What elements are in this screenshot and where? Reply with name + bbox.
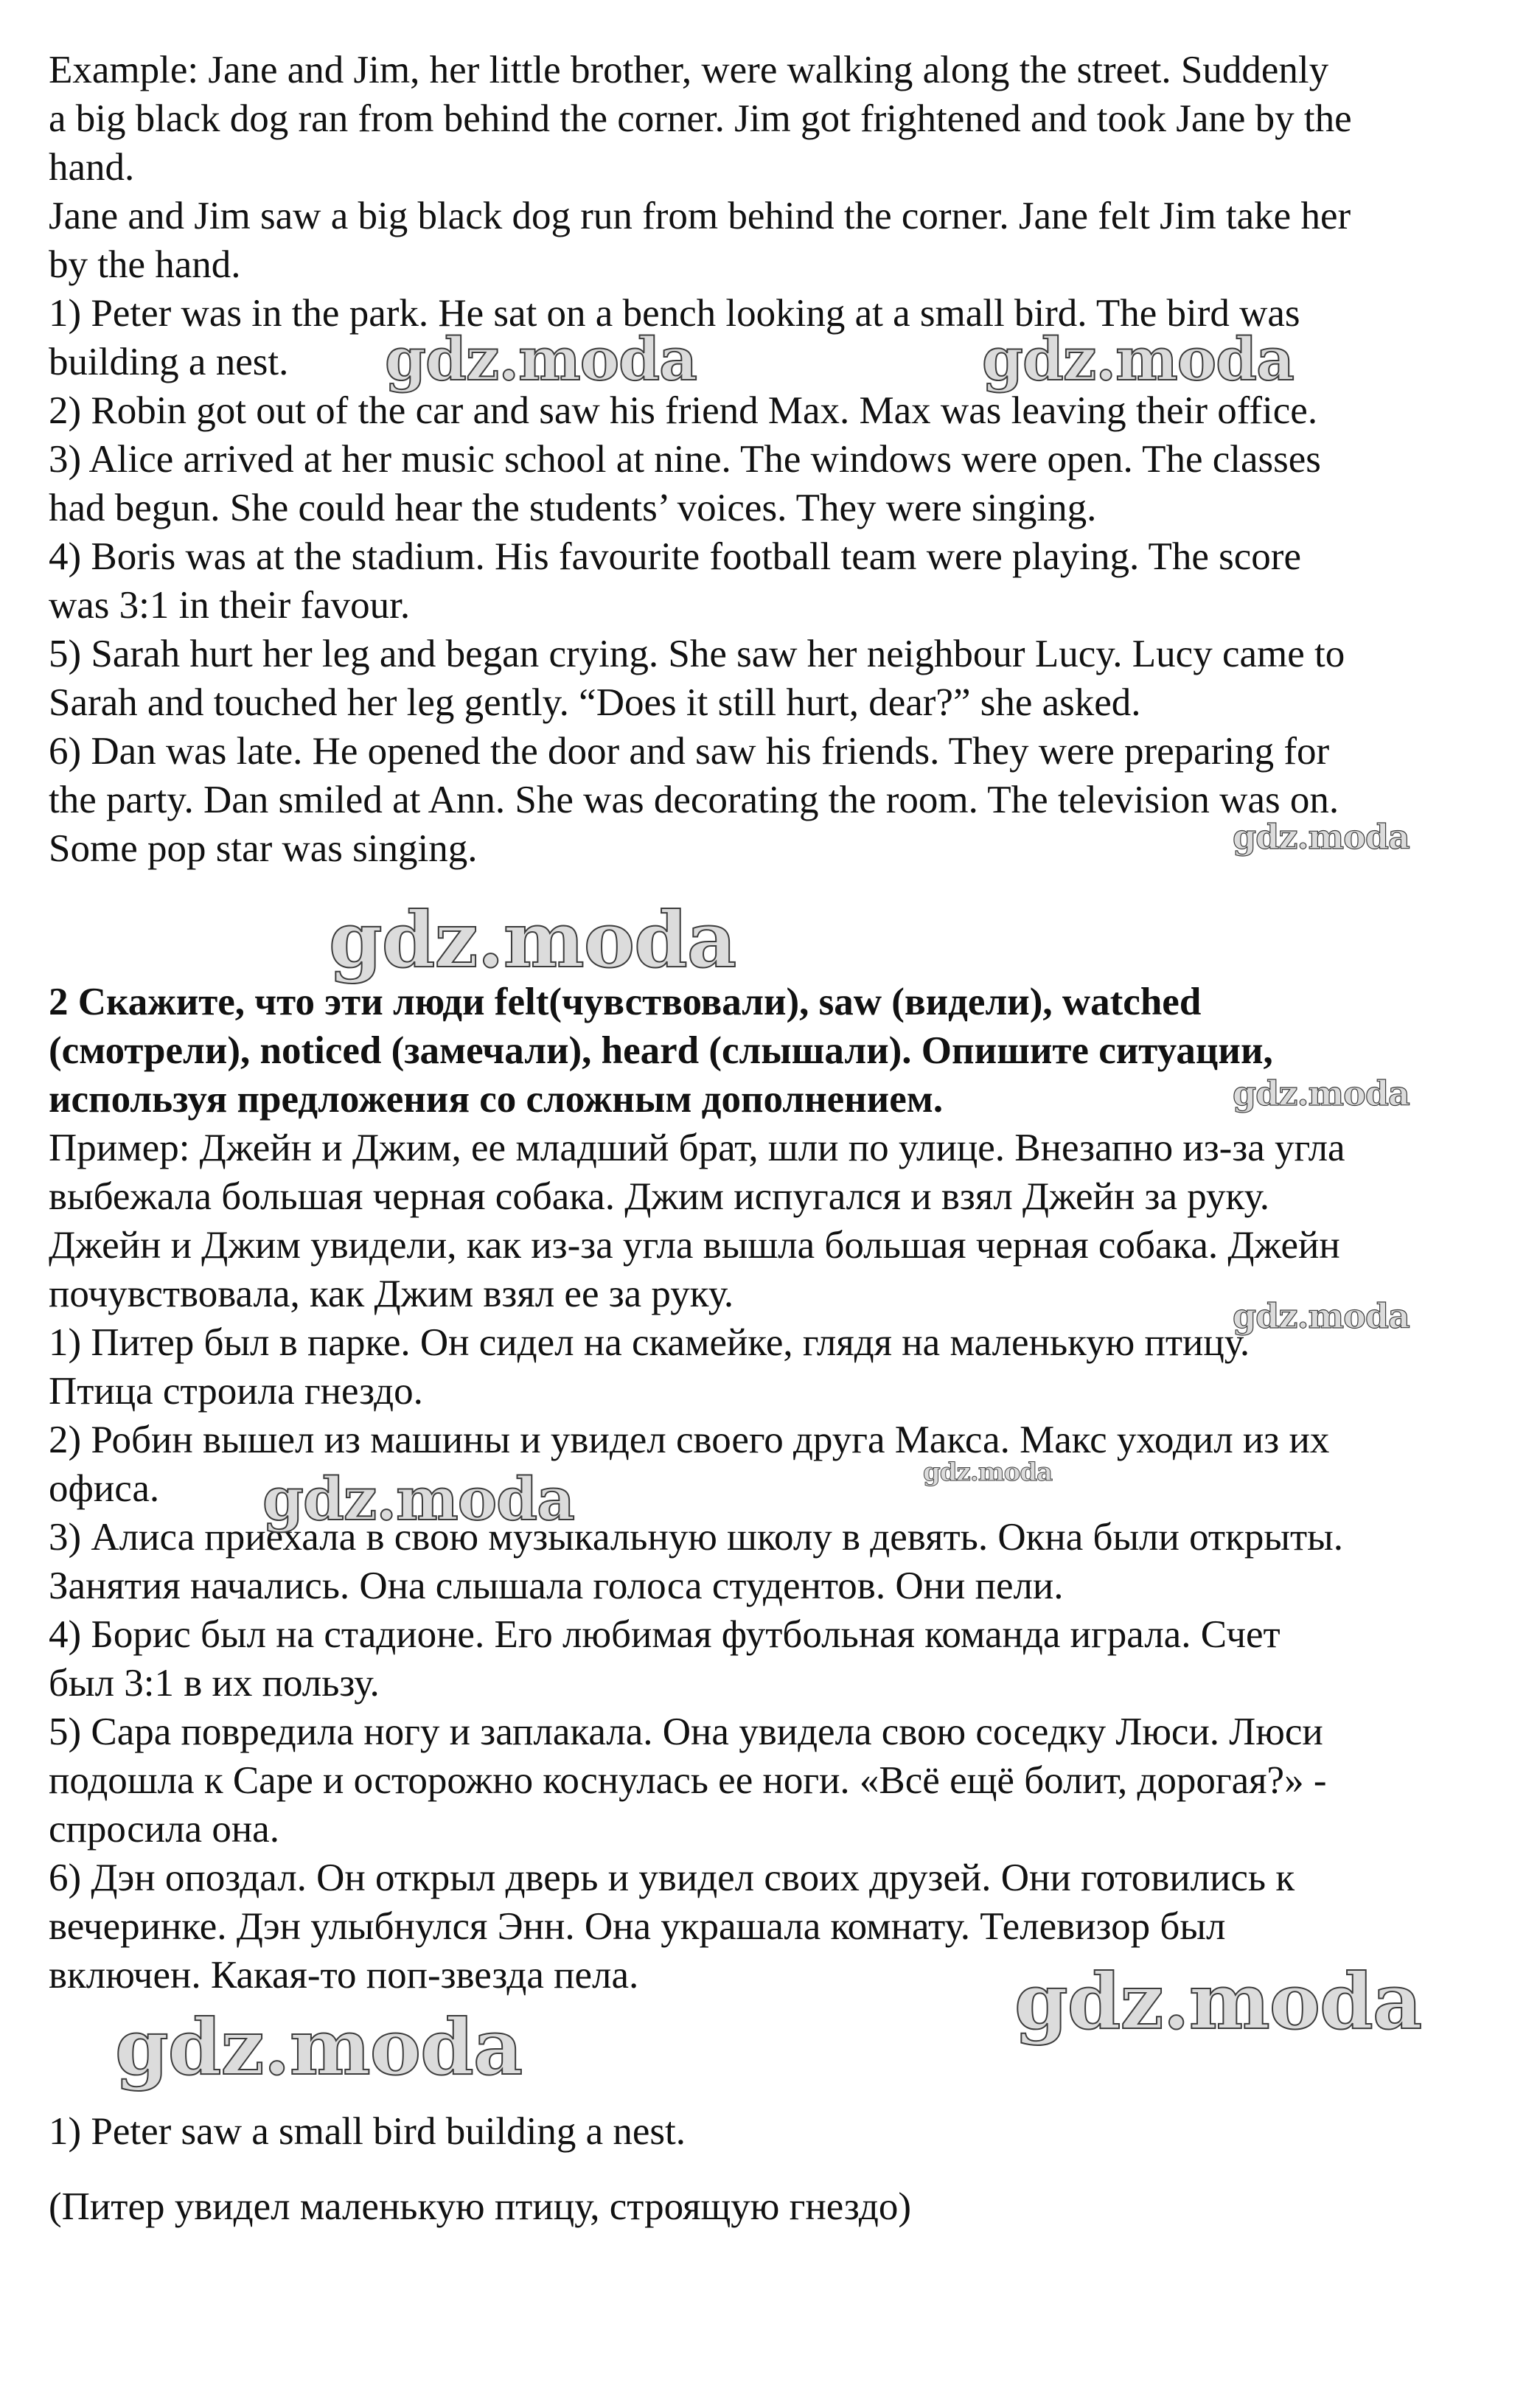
answer-en: 1) Peter saw a small bird building a nest. bbox=[49, 2110, 686, 2153]
watermark: gdz.moda bbox=[1233, 1296, 1410, 1336]
example-ru-line: Джейн и Джим увидели, как из-за угла вышла большая черная собака. Джейн bbox=[49, 1224, 1340, 1267]
example-ru-line: почувствовала, как Джим взял ее за руку. bbox=[49, 1273, 734, 1315]
item-en-line: had begun. She could hear the students’ voices. They were singing. bbox=[49, 487, 1097, 529]
item-ru-line: вечеринке. Дэн улыбнулся Энн. Она украшала комнату. Телевизор был bbox=[49, 1905, 1226, 1948]
example-en-line: Example: Jane and Jim, her little brother, were walking along the street. Suddenly bbox=[49, 49, 1329, 91]
item-ru-line: спросила она. bbox=[49, 1808, 279, 1851]
example-ru-line: выбежала большая черная собака. Джим испугался и взял Джейн за руку. bbox=[49, 1175, 1269, 1218]
watermark: gdz.moda bbox=[923, 1458, 1053, 1487]
example-en-line: by the hand. bbox=[49, 243, 241, 286]
task2-heading-line: (смотрели), noticed (замечали), heard (слышали). Опишите ситуации, bbox=[49, 1029, 1273, 1072]
item-en-line: Sarah and touched her leg gently. “Does it still hurt, dear?” she asked. bbox=[49, 681, 1141, 724]
item-en-line: 3) Alice arrived at her music school at nine. The windows were open. The classes bbox=[49, 438, 1321, 481]
task2-heading-line: 2 Скажите, что эти люди felt(чувствовали), saw (видели), watched bbox=[49, 981, 1202, 1023]
item-en-line: 4) Boris was at the stadium. His favourite football team were playing. The score bbox=[49, 535, 1301, 578]
watermark: gdz.moda bbox=[1014, 1956, 1422, 2047]
task2-heading-line: используя предложения со сложным дополнением. bbox=[49, 1078, 944, 1121]
item-ru-line: подошла к Саре и осторожно коснулась ее ноги. «Всё ещё болит, дорогая?» - bbox=[49, 1759, 1327, 1802]
item-ru-line: 3) Алиса приехала в свою музыкальную школу в девять. Окна были открыты. bbox=[49, 1516, 1343, 1559]
example-ru-line: Пример: Джейн и Джим, ее младший брат, шли по улице. Внезапно из-за угла bbox=[49, 1127, 1345, 1169]
example-en-line: a big black dog ran from behind the corner. Jim got frightened and took Jane by the bbox=[49, 97, 1352, 140]
example-en-line: hand. bbox=[49, 146, 135, 189]
item-ru-line: 5) Сара повредила ногу и заплакала. Она увидела свою соседку Люси. Люси bbox=[49, 1710, 1323, 1753]
item-ru-line: 1) Питер был в парке. Он сидел на скамейке, глядя на маленькую птицу. bbox=[49, 1321, 1250, 1364]
item-ru-line: 4) Борис был на стадионе. Его любимая футбольная команда играла. Счет bbox=[49, 1613, 1281, 1656]
watermark: gdz.moda bbox=[982, 324, 1294, 394]
item-ru-line: Птица строила гнездо. bbox=[49, 1370, 423, 1413]
item-en-line: was 3:1 in their favour. bbox=[49, 584, 411, 627]
item-ru-line: был 3:1 в их пользу. bbox=[49, 1662, 380, 1705]
item-ru-line: включен. Какая-то поп-звезда пела. bbox=[49, 1954, 639, 1997]
item-en-line: 2) Robin got out of the car and saw his friend Max. Max was leaving their office. bbox=[49, 389, 1318, 432]
item-ru-line: 6) Дэн опоздал. Он открыл дверь и увидел своих друзей. Они готовились к bbox=[49, 1856, 1295, 1899]
watermark: gdz.moda bbox=[262, 1464, 574, 1534]
item-en-line: 1) Peter was in the park. He sat on a bench looking at a small bird. The bird was bbox=[49, 292, 1300, 335]
item-en-line: the party. Dan smiled at Ann. She was decorating the room. The television was on. bbox=[49, 779, 1339, 821]
example-en-line: Jane and Jim saw a big black dog run from behind the corner. Jane felt Jim take her bbox=[49, 195, 1351, 237]
watermark: gdz.moda bbox=[1233, 1073, 1410, 1113]
answer-ru: (Питер увидел маленькую птицу, строящую гнездо) bbox=[49, 2185, 911, 2228]
item-en-line: building a nest. bbox=[49, 341, 289, 383]
item-en-line: 6) Dan was late. He opened the door and saw his friends. They were preparing for bbox=[49, 730, 1330, 773]
watermark: gdz.moda bbox=[385, 324, 697, 394]
item-en-line: Some pop star was singing. bbox=[49, 827, 478, 870]
item-ru-line: Занятия начались. Она слышала голоса студентов. Они пели. bbox=[49, 1565, 1064, 1607]
item-en-line: 5) Sarah hurt her leg and began crying. She saw her neighbour Lucy. Lucy came to bbox=[49, 633, 1345, 675]
watermark: gdz.moda bbox=[115, 2002, 523, 2092]
watermark: gdz.moda bbox=[329, 894, 736, 985]
item-ru-line: 2) Робин вышел из машины и увидел своего друга Макса. Макс уходил из их bbox=[49, 1419, 1330, 1461]
item-ru-line: офиса. bbox=[49, 1467, 160, 1510]
watermark: gdz.moda bbox=[1233, 817, 1410, 857]
